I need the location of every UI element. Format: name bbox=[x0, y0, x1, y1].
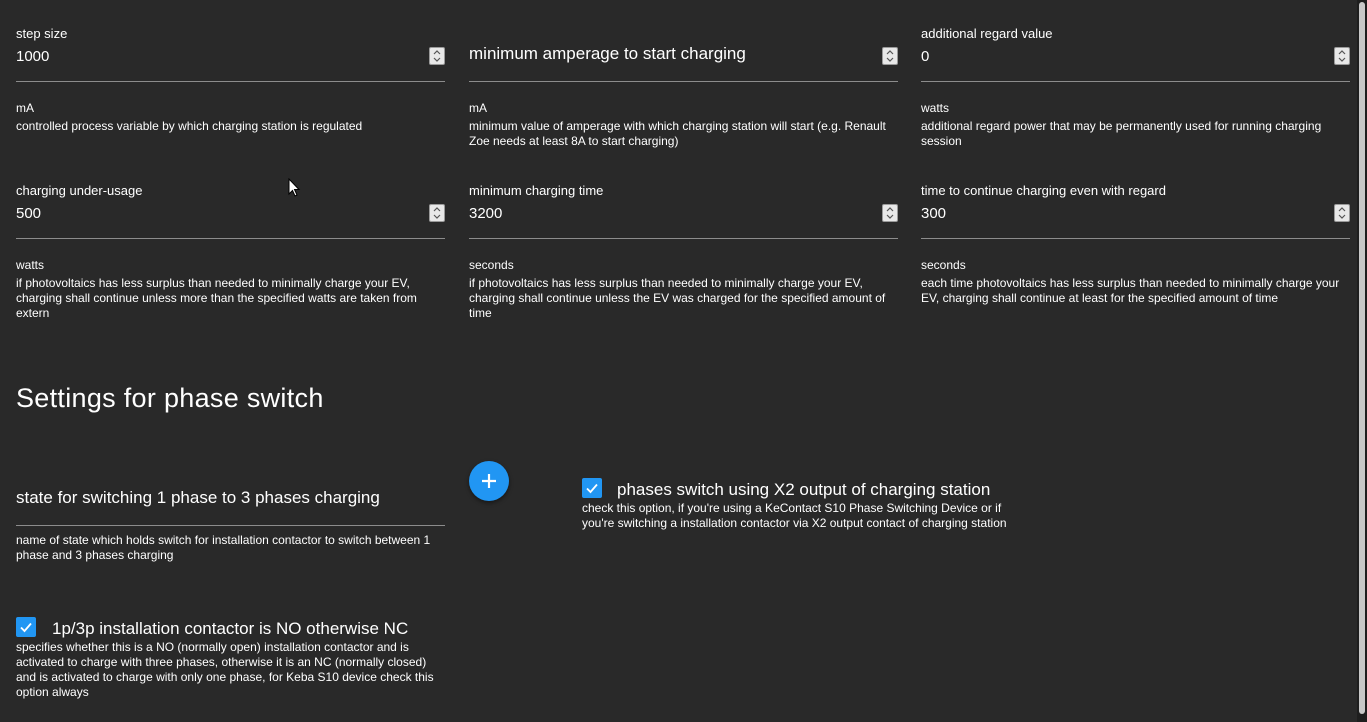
under-usage-input[interactable] bbox=[16, 203, 445, 239]
section-title: Settings for phase switch bbox=[16, 383, 324, 413]
check-icon bbox=[19, 620, 33, 634]
min-charging-time-unit: seconds bbox=[469, 258, 514, 272]
contactor-no-checkbox[interactable] bbox=[16, 617, 36, 637]
spin-arrows-icon[interactable] bbox=[882, 204, 898, 222]
contactor-no-label[interactable]: 1p/3p installation contactor is NO otherwise NC bbox=[52, 619, 409, 638]
x2-output-label[interactable]: phases switch using X2 output of charging station bbox=[617, 480, 991, 499]
spin-arrows-icon[interactable] bbox=[429, 47, 445, 65]
spin-arrows-icon[interactable] bbox=[429, 204, 445, 222]
additional-regard-input[interactable] bbox=[921, 46, 1350, 82]
continue-charging-unit: seconds bbox=[921, 258, 966, 272]
continue-charging-value[interactable]: 300 bbox=[921, 205, 947, 222]
check-icon bbox=[585, 481, 599, 495]
min-charging-time-help: if photovoltaics has less surplus than needed to minimally charge your EV, charging shall continue unless the EV was charged for the specified amount of time bbox=[469, 276, 886, 320]
spin-arrows-icon[interactable] bbox=[1334, 204, 1350, 222]
under-usage-unit: watts bbox=[16, 258, 45, 272]
min-charging-time-label: minimum charging time bbox=[469, 183, 604, 198]
plus-icon bbox=[479, 471, 499, 491]
continue-charging-help: each time photovoltaics has less surplus than needed to minimally charge your EV, charging shall continue at least for the specified amount of time bbox=[921, 276, 1340, 305]
under-usage-value[interactable]: 500 bbox=[16, 205, 42, 222]
add-state-button[interactable] bbox=[469, 461, 509, 501]
step-size-help: controlled process variable by which charging station is regulated bbox=[16, 119, 363, 133]
min-amperage-unit: mA bbox=[469, 101, 487, 115]
under-usage-help: if photovoltaics has less surplus than needed to minimally charge your EV, charging shall continue unless more than the specified watts are taken from extern bbox=[16, 276, 417, 320]
step-size-value[interactable]: 1000 bbox=[16, 48, 50, 65]
contactor-no-help: specifies whether this is a NO (normally open) installation contactor and is activated to charge with three phases, otherwise it is an NC (normally closed) and is activated to charge with only one phase, for Keba S10 device check this option always bbox=[16, 640, 434, 699]
x2-output-checkbox[interactable] bbox=[582, 478, 602, 498]
scrollbar-track[interactable] bbox=[1357, 0, 1367, 722]
continue-charging-input[interactable] bbox=[921, 203, 1350, 239]
scrollbar-thumb[interactable] bbox=[1359, 2, 1365, 714]
step-size-label: step size bbox=[16, 26, 68, 41]
phase-state-help: name of state which holds switch for installation contactor to switch between 1 phase and 3 phases charging bbox=[16, 533, 431, 562]
under-usage-label: charging under-usage bbox=[16, 183, 143, 198]
phase-state-value[interactable]: state for switching 1 phase to 3 phases charging bbox=[16, 488, 380, 507]
min-charging-time-input[interactable] bbox=[469, 203, 898, 239]
min-amperage-value[interactable]: minimum amperage to start charging bbox=[469, 44, 746, 63]
step-size-input[interactable] bbox=[16, 46, 445, 82]
spin-arrows-icon[interactable] bbox=[1334, 47, 1350, 65]
step-size-unit: mA bbox=[16, 101, 34, 115]
x2-output-help: check this option, if you're using a KeContact S10 Phase Switching Device or if you're switching a installation contactor via X2 output contact of charging station bbox=[582, 501, 1007, 530]
min-amperage-input[interactable] bbox=[469, 46, 898, 82]
min-charging-time-value[interactable]: 3200 bbox=[469, 205, 503, 222]
additional-regard-help: additional regard power that may be permanently used for running charging session bbox=[921, 119, 1322, 148]
additional-regard-unit: watts bbox=[921, 101, 950, 115]
continue-charging-label: time to continue charging even with regard bbox=[921, 183, 1166, 198]
mouse-pointer-icon bbox=[288, 178, 302, 198]
additional-regard-value[interactable]: 0 bbox=[921, 48, 930, 65]
additional-regard-label: additional regard value bbox=[921, 26, 1053, 41]
phase-state-input[interactable] bbox=[16, 490, 445, 526]
spin-arrows-icon[interactable] bbox=[882, 47, 898, 65]
min-amperage-help: minimum value of amperage with which charging station will start (e.g. Renault Zoe needs at least 8A to start charging) bbox=[469, 119, 886, 148]
